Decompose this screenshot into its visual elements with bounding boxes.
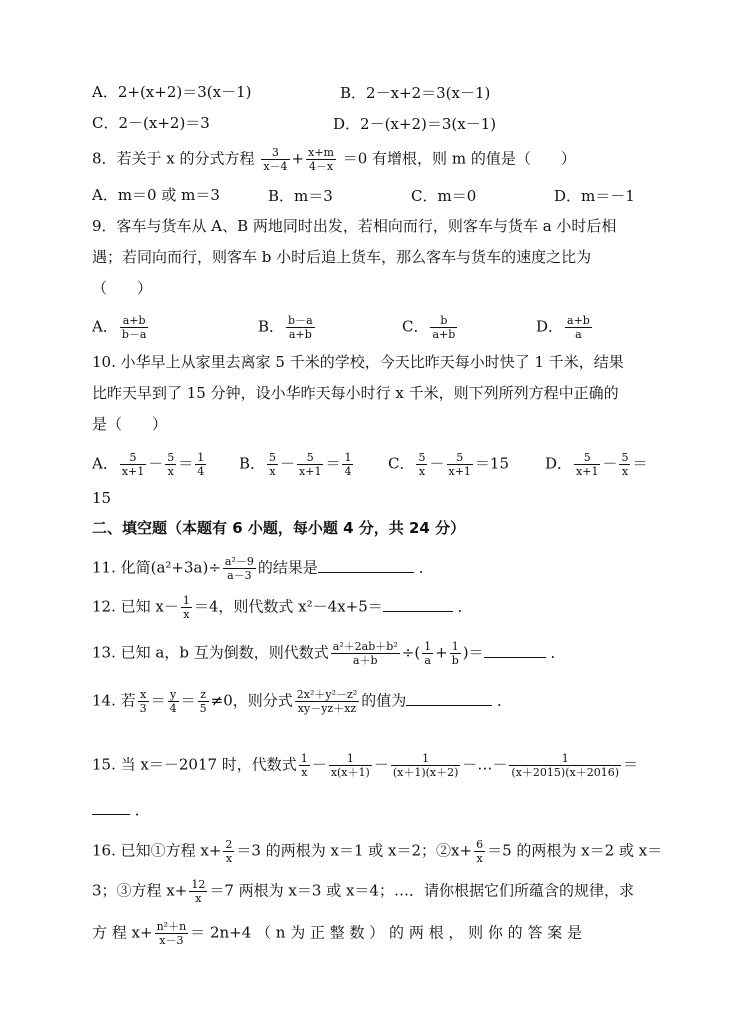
q7-option-c: C．2－(x+2)＝3	[92, 114, 210, 132]
q11: 11. 化简(a²+3a)÷ $\frac{\text{a²－9}}{a-3}$ 的结果是 ．	[92, 555, 434, 582]
q7-option-a: A．2+(x+2)＝3(x－1)	[92, 83, 252, 101]
q10-line-2: 比昨天早到了 15 分钟，设小华昨天每小时行 x 千米，则下列所列方程中正确的	[92, 384, 619, 402]
q9-line-2: 遇；若同向而行，则客车 b 小时后追上货车，那么客车与货车的速度之比为	[92, 248, 592, 266]
q13: 13. 已知 a，b 互为倒数，则代数式 $\frac{\text{a²＋2ab＋b²}}{a+b}$ ÷( $\frac{1}{a}$ + $\frac{1}{b}$ )＝ ．	[92, 640, 566, 667]
answer-blank	[406, 691, 492, 706]
q10-line-3: 是（ ）	[92, 415, 168, 433]
q8-frac-2: $\frac{x+m}{4-x}$	[308, 146, 334, 173]
q10-option-d-wrap: 15	[92, 489, 112, 507]
answer-blank	[484, 643, 546, 658]
q16-line-2: 3；③方程 x+ $\frac{12}{x}$ ＝7 两根为 x＝3 或 x＝4；…．请你根据它们所蕴含的规律，求	[92, 878, 634, 905]
plus-sign: +	[291, 149, 305, 168]
q9-option-a: A． $\frac{a+b}{b-a}$	[92, 314, 147, 341]
q10-option-a: A． $\frac{5}{x+1}$ － $\frac{5}{x}$ ＝ $\frac{1}{4}$	[92, 451, 205, 478]
q8-stem	[92, 146, 576, 173]
q7-option-d: D．2－(x+2)＝3(x－1)	[333, 115, 497, 133]
q16-line-3: 方 程 x+ $\frac{\text{n²＋n}}{x-3}$ ＝ 2n+4 （ n 为 正 整 数 ） 的 两 根 ， 则 你 的 答 案 是	[92, 920, 582, 947]
answer-blank	[92, 800, 130, 815]
q10-option-b: B． $\frac{5}{x}$ － $\frac{5}{x+1}$ ＝ $\frac{1}{4}$	[239, 451, 352, 478]
q12: 12. 已知 x－ $\frac{1}{x}$ ＝4，则代数式 x²－4x+5＝ ．	[92, 594, 473, 621]
answer-blank	[318, 558, 414, 573]
q8-option-d: D．m＝－1	[554, 187, 635, 205]
q15-wrap: ．	[92, 800, 150, 820]
q8-option-c: C．m＝0	[411, 187, 477, 205]
q8-stem-post: ＝0 有增根，则 m 的值是（ ）	[342, 149, 576, 168]
q9-option-c: C． $\frac{b}{a+b}$	[402, 314, 456, 341]
q8-option-b: B．m＝3	[268, 187, 333, 205]
q9-option-d: D． $\frac{a+b}{a}$	[536, 314, 590, 341]
answer-blank	[383, 597, 453, 612]
q7-option-b: B．2－x+2＝3(x－1)	[340, 84, 491, 102]
q8-option-a: A．m＝0 或 m＝3	[92, 186, 220, 204]
q9-line-3: （ ）	[92, 279, 153, 297]
q8-stem-pre: 8．若关于 x 的分式方程	[92, 149, 255, 168]
q8-frac-1: $\frac{3}{x-4}$	[263, 146, 288, 173]
section-heading: 二、填空题（本题有 6 小题，每小题 4 分，共 24 分）	[92, 519, 466, 537]
q10-option-c: C． $\frac{5}{x}$ － $\frac{5}{x+1}$ ＝15	[388, 451, 510, 478]
q15: 15. 当 x＝－2017 时，代数式 $\frac{1}{x}$ － $\frac{1}{x(x+1)}$ － $\frac{1}{(x+1)(x+2)}$ －…－ $\frac{1}{(x+2015)(x+2016)}$ ＝	[92, 752, 638, 779]
q10-option-d: D． $\frac{5}{x+1}$ － $\frac{5}{x}$ ＝	[545, 451, 648, 478]
q9-option-b: B． $\frac{b-a}{a+b}$	[258, 314, 313, 341]
q14: 14. 若 $\frac{x}{3}$ ＝ $\frac{y}{4}$ ＝ $\frac{z}{5}$ ≠0，则分式 $\frac{\text{2x²＋y²－z²}}{xy-yz+xz}$ 的值为 ．	[92, 688, 513, 715]
q9-line-1: 9．客车与货车从 A、B 两地同时出发，若相向而行，则客车与货车 a 小时后相	[92, 217, 617, 235]
q16-line-1: 16. 已知①方程 x+ $\frac{2}{x}$ ＝3 的两根为 x＝1 或 x＝2；②x+ $\frac{6}{x}$ ＝5 的两根为 x＝2 或 x＝	[92, 838, 663, 865]
q10-line-1: 10. 小华早上从家里去离家 5 千米的学校，今天比昨天每小时快了 1 千米，结果	[92, 353, 624, 371]
